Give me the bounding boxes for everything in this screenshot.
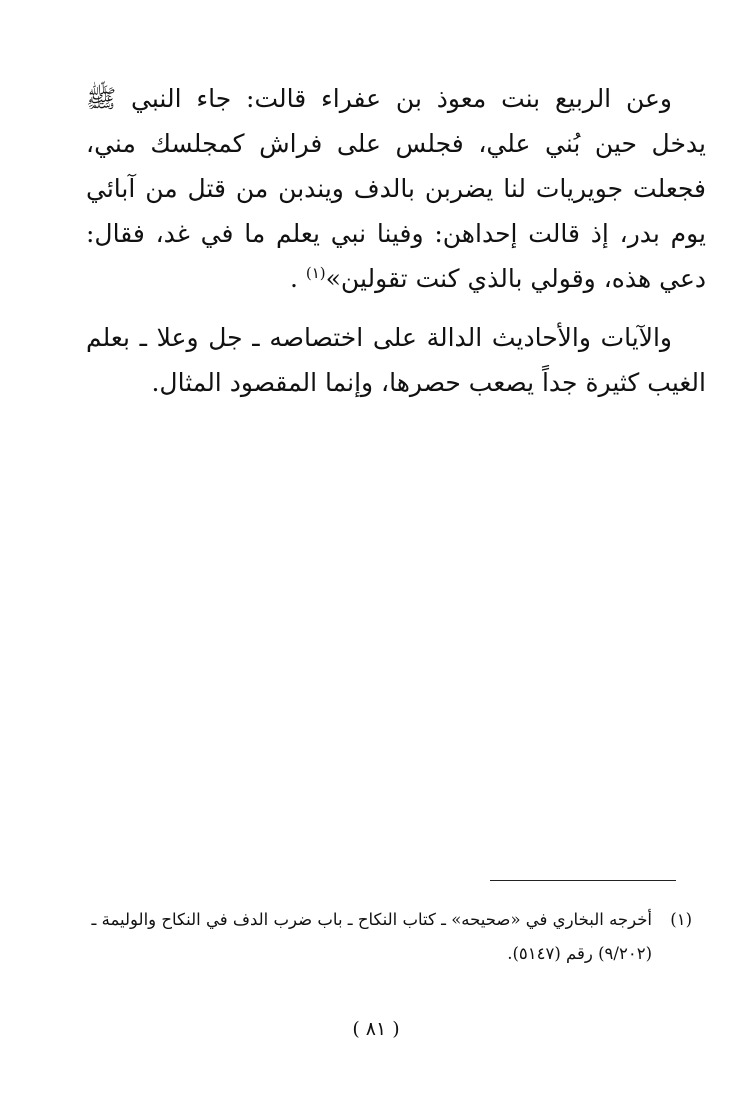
footnote <box>86 903 692 971</box>
paragraph-conclusion <box>86 315 706 405</box>
paragraph-conclusion-text: والآيات والأحاديث الدالة على اختصاصه ـ جل وعلا ـ بعلم الغيب كثيرة جداً يصعب حصرها، وإنما المقصود المثال. <box>86 323 706 397</box>
footnote-separator <box>490 880 676 881</box>
footnote-line-2 <box>86 937 692 971</box>
footnote-line-1 <box>86 903 692 937</box>
footnote-marker[interactable]: (١) <box>305 264 326 282</box>
footnote-text-line-1: أخرجه البخاري في «صحيحه» ـ كتاب النكاح ـ باب ضرب الدف في النكاح والوليمة ـ <box>91 910 652 929</box>
footnote-text-line-2: (٩/٢٠٢) رقم (٥١٤٧). <box>507 944 652 963</box>
paragraph-hadith-end: . <box>289 264 306 293</box>
paragraph-hadith <box>86 76 706 301</box>
page-number: ( ٨١ ) <box>352 1018 400 1040</box>
footnote-number: (١) <box>670 910 692 929</box>
paragraph-hadith-text: وعن الربيع بنت معوذ بن عفراء قالت: جاء النبي ﷺ يدخل حين بُني علي، فجلس على فراش كمجلسك مني، فجعلت جويريات لنا يضربن بالدف ويندبن من قتل من آبائي يوم بدر، إذ قالت إحداهن: وفينا نبي يعلم ما في غد، فقال: دعي هذه، وقولي بالذي كنت تقولين» <box>86 84 706 293</box>
main-text <box>86 76 706 405</box>
